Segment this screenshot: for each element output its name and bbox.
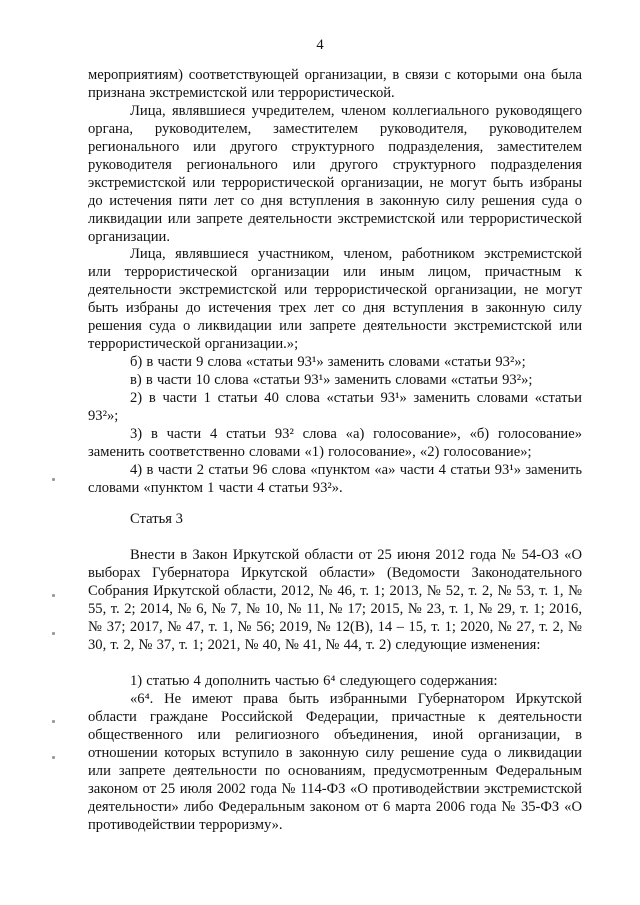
paragraph-amendment-part: «6⁴. Не имеют права быть избранными Губернатором Иркутской области граждане Российской Федерации, причастные к деятельности общественного или религиозного объединения, иной организации, в отношении которых вступило в законную силу решение суда о ликвидации или запрете деятельности по основаниям, предусмотренным Федеральным законом от 25 июля 2002 года № 114-ФЗ «О противодействии экстремистской деятельности» либо Федеральным законом от 6 марта 2006 года № 35-ФЗ «О противодействии терроризму». (88, 691, 582, 833)
scan-mark (52, 594, 55, 597)
paragraph-item-b: б) в части 9 слова «статьи 93¹» заменить словами «статьи 93²»; (130, 354, 526, 370)
article-heading: Статья 3 (130, 511, 183, 527)
paragraph-item-v: в) в части 10 слова «статьи 93¹» заменить словами «статьи 93²»; (130, 372, 533, 388)
paragraph-item-3: 3) в части 4 статьи 93² слова «а) голосование», «б) голосование» заменить соответственно словами «1) голосование», «2) голосование»; (88, 426, 582, 460)
paragraph-item-4: 4) в части 2 статьи 96 слова «пунктом «а» части 4 статьи 93¹» заменить словами «пунктом 1 части 4 статьи 93²». (88, 462, 582, 496)
margin-scan-marks (52, 0, 58, 905)
page-number: 4 (316, 37, 324, 53)
paragraph-amendment-intro: Внести в Закон Иркутской области от 25 июня 2012 года № 54-ОЗ «О выборах Губернатора Иркутской области» (Ведомости Законодательного Собрания Иркутской области, 2012, № 46, т. 1; 2013, № 52, т. 2, № 53, т. 1, № 55, т. 2; 2014, № 6, № 7, № 10, № 11, № 17; 2015, № 23, т. 1, № 29, т. 1; 2016, № 37; 2017, № 47, т. 1, № 56; 2019, № 12(В), 14 – 15, т. 1; 2020, № 27, т. 2, № 30, т. 2, № 37, т. 1; 2021, № 40, № 41, № 44, т. 2) следующие изменения: (88, 547, 582, 653)
paragraph-amendment-item-1: 1) статью 4 дополнить частью 6⁴ следующего содержания: (130, 673, 498, 689)
paragraph-item-2: 2) в части 1 статьи 40 слова «статьи 93¹» заменить словами «статьи 93²»; (88, 390, 582, 424)
paragraph-founders: Лица, являвшиеся учредителем, членом коллегиального руководящего органа, руководителем, заместителем руководителя, руководителем регионального или другого структурного подразделения, заместителем руководителя регионального или другого структурного подразделения экстремистской или террористической организации, не могут быть избраны до истечения пяти лет со дня вступления в законную силу решения суда о ликвидации или запрете деятельности экстремистской или террористической организации. (88, 103, 582, 245)
paragraph-participants: Лица, являвшиеся участником, членом, работником экстремистской или террористической организации или иным лицом, причастным к деятельности экстремистской или террористической организации, не могут быть избраны до истечения трех лет со дня вступления в законную силу решения суда о ликвидации или запрете деятельности экстремистской или террористической организации.»; (88, 246, 582, 352)
scan-mark (52, 478, 55, 481)
scan-mark (52, 632, 55, 635)
scan-mark (52, 756, 55, 759)
scan-mark (52, 720, 55, 723)
paragraph-continuation: мероприятиям) соответствующей организации, в связи с которыми она была признана экстремистской или террористической. (88, 67, 582, 101)
